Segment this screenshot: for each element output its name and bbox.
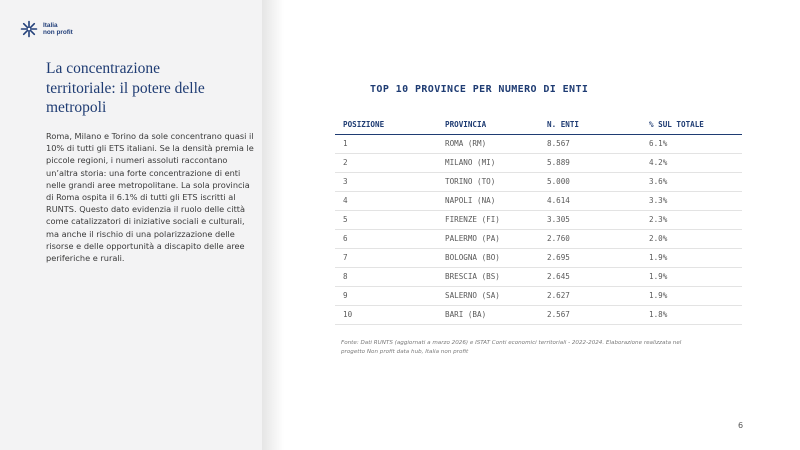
cell-percentuale: 1.9%: [641, 267, 742, 286]
cell-n-enti: 8.567: [539, 134, 641, 153]
cell-provincia: TORINO (TO): [437, 172, 539, 191]
table-row: [335, 248, 742, 267]
cell-n-enti: 2.760: [539, 229, 641, 248]
page-title: [46, 59, 251, 118]
cell-percentuale: 3.6%: [641, 172, 742, 191]
table-row: [335, 286, 742, 305]
cell-provincia: BARI (BA): [437, 305, 539, 324]
table-row: [335, 134, 742, 153]
table-title: TOP 10 PROVINCE PER NUMERO DI ENTI: [370, 84, 589, 95]
province-ranking-table: [335, 116, 742, 325]
cell-provincia: NAPOLI (NA): [437, 191, 539, 210]
cell-posizione: 7: [335, 248, 437, 267]
cell-percentuale: 1.9%: [641, 248, 742, 267]
table-row: [335, 229, 742, 248]
cell-percentuale: 1.8%: [641, 305, 742, 324]
cell-n-enti: 2.627: [539, 286, 641, 305]
cell-n-enti: 5.889: [539, 153, 641, 172]
header-posizione: POSIZIONE: [335, 116, 437, 134]
cell-percentuale: 2.0%: [641, 229, 742, 248]
title-line-1: La concentrazione: [46, 60, 161, 77]
cell-posizione: 1: [335, 134, 437, 153]
cell-posizione: 8: [335, 267, 437, 286]
cell-posizione: 4: [335, 191, 437, 210]
page-number: 6: [738, 421, 744, 430]
logo-text: [43, 22, 73, 36]
cell-percentuale: 2.3%: [641, 210, 742, 229]
cell-n-enti: 5.000: [539, 172, 641, 191]
table-body: [335, 134, 742, 324]
table-row: [335, 153, 742, 172]
cell-percentuale: 3.3%: [641, 191, 742, 210]
table-row: [335, 305, 742, 324]
source-note: Fonte: Dati RUNTS (aggiornati a marzo 2026) e ISTAT Conti economici territoriali - 2022-2024. Elaborazione realizzata nel progetto Non profit data hub, Italia non profit: [341, 340, 682, 355]
cell-provincia: PALERMO (PA): [437, 229, 539, 248]
cell-n-enti: 2.695: [539, 248, 641, 267]
cell-posizione: 2: [335, 153, 437, 172]
title-line-2: territoriale: il potere delle: [46, 79, 205, 97]
header-provincia: PROVINCIA: [437, 116, 539, 134]
cell-n-enti: 3.305: [539, 210, 641, 229]
header-n-enti: N. ENTI: [539, 116, 641, 134]
cell-n-enti: 2.567: [539, 305, 641, 324]
cell-n-enti: 2.645: [539, 267, 641, 286]
cell-posizione: 6: [335, 229, 437, 248]
cell-posizione: 5: [335, 210, 437, 229]
logo-line-1: Italia: [43, 22, 58, 29]
cell-provincia: BOLOGNA (BO): [437, 248, 539, 267]
table-row: [335, 191, 742, 210]
asterisk-logo-icon: [20, 20, 38, 38]
cell-percentuale: 6.1%: [641, 134, 742, 153]
title-line-3: metropoli: [46, 99, 107, 116]
cell-percentuale: 1.9%: [641, 286, 742, 305]
cell-provincia: ROMA (RM): [437, 134, 539, 153]
panel-shadow: [262, 0, 284, 450]
table-row: [335, 210, 742, 229]
table-row: [335, 172, 742, 191]
body-paragraph: Roma, Milano e Torino da sole concentrano quasi il 10% di tutti gli ETS italiani. Se la densità premia le piccole regioni, i numeri assoluti raccontano un’altra storia: una forte concentrazione di enti nelle grandi aree metropolitane. La sola provincia di Roma ospita il 6.1% di tutti gli ETS iscritti al RUNTS. Questo dato evidenzia il ruolo delle città come catalizzatori di iniziative sociali e culturali, ma anche il rischio di una polarizzazione delle risorse e delle opportunità a discapito delle aree periferiche e rurali.: [46, 131, 254, 264]
table-row: [335, 267, 742, 286]
cell-provincia: MILANO (MI): [437, 153, 539, 172]
logo-line-2: non profit: [43, 29, 73, 36]
table-header-row: [335, 116, 742, 134]
cell-provincia: FIRENZE (FI): [437, 210, 539, 229]
cell-posizione: 3: [335, 172, 437, 191]
header-percentuale: % SUL TOTALE: [641, 116, 742, 134]
cell-provincia: BRESCIA (BS): [437, 267, 539, 286]
cell-n-enti: 4.614: [539, 191, 641, 210]
cell-provincia: SALERNO (SA): [437, 286, 539, 305]
logo: [20, 20, 73, 38]
cell-percentuale: 4.2%: [641, 153, 742, 172]
cell-posizione: 9: [335, 286, 437, 305]
cell-posizione: 10: [335, 305, 437, 324]
